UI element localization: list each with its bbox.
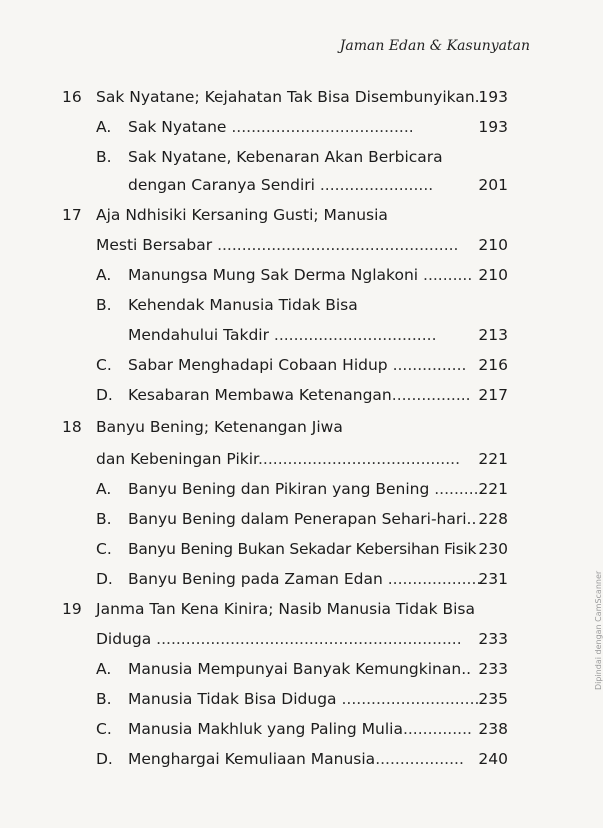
toc-number: B. (96, 296, 112, 314)
toc-entry (62, 414, 508, 440)
toc-entry (62, 202, 508, 228)
toc-number: 17 (62, 206, 82, 224)
toc-title: Manusia Mempunyai Banyak Kemungkinan.. (128, 660, 472, 678)
toc-title: Manusia Makhluk yang Paling Mulia.............. (128, 720, 472, 738)
toc-page: 216 (478, 356, 508, 374)
toc-number: D. (96, 750, 113, 768)
toc-entry (96, 476, 508, 502)
toc-number: D. (96, 386, 113, 404)
toc-number: B. (96, 690, 112, 708)
scanner-watermark: Dipindai dengan CamScanner (594, 570, 603, 690)
toc-page: 201 (478, 176, 508, 194)
toc-entry (96, 536, 508, 562)
toc-page: 213 (478, 326, 508, 344)
toc-title: Sabar Menghadapi Cobaan Hidup ............... (128, 356, 467, 374)
toc-number: A. (96, 118, 112, 136)
toc-entry (62, 232, 508, 258)
toc-number: A. (96, 266, 112, 284)
toc-page: 230 (478, 540, 508, 558)
toc-page: 228 (478, 510, 508, 528)
toc-page: 233 (478, 630, 508, 648)
toc-number: 19 (62, 600, 82, 618)
toc-entry (62, 446, 508, 472)
toc-entry (96, 382, 508, 408)
toc-entry (96, 506, 508, 532)
toc-number: C. (96, 540, 112, 558)
toc-entry (96, 292, 508, 318)
toc-number: B. (96, 510, 112, 528)
toc-title: Sak Nyatane ..................................... (128, 118, 414, 136)
toc-number: C. (96, 720, 112, 738)
toc-number: A. (96, 480, 112, 498)
toc-entry (96, 144, 508, 170)
toc-entry (96, 352, 508, 378)
toc-number: 18 (62, 418, 82, 436)
toc-entry (96, 716, 508, 742)
toc-entry (96, 114, 508, 140)
toc-page: 210 (478, 236, 508, 254)
toc-title: Banyu Bening dan Pikiran yang Bening .......... (128, 480, 484, 498)
toc-number: D. (96, 570, 113, 588)
toc-entry (96, 746, 508, 772)
toc-entry (96, 262, 508, 288)
toc-page: 235 (478, 690, 508, 708)
toc-number: C. (96, 356, 112, 374)
toc-title: Banyu Bening dalam Penerapan Sehari-hari.. (128, 510, 477, 528)
toc-title: Aja Ndhisiki Kersaning Gusti; Manusia (96, 206, 388, 224)
toc-page: 210 (478, 266, 508, 284)
toc-page: 231 (478, 570, 508, 588)
toc-page: 193 (478, 118, 508, 136)
toc-entry (96, 656, 508, 682)
toc-title: Menghargai Kemuliaan Manusia.................. (128, 750, 464, 768)
toc-page: 238 (478, 720, 508, 738)
toc-title: Kesabaran Membawa Ketenangan................ (128, 386, 471, 404)
toc-title: Banyu Bening pada Zaman Edan ................... (128, 570, 482, 588)
toc-entry (96, 686, 508, 712)
toc-title: Manungsa Mung Sak Derma Nglakoni .......... (128, 266, 473, 284)
toc-number: A. (96, 660, 112, 678)
toc-page: 193 (478, 88, 508, 106)
toc-title: dengan Caranya Sendiri ....................... (128, 176, 434, 194)
toc-title: Kehendak Manusia Tidak Bisa (128, 296, 358, 314)
toc-title: Janma Tan Kena Kinira; Nasib Manusia Tidak Bisa (96, 600, 475, 618)
toc-title: Banyu Bening Bukan Sekadar Kebersihan Fisik (128, 540, 477, 558)
toc-title: Sak Nyatane, Kebenaran Akan Berbicara (128, 148, 443, 166)
toc-entry (96, 566, 508, 592)
toc-title: Sak Nyatane; Kejahatan Tak Bisa Disembunyikan.. (96, 88, 485, 106)
toc-page: 240 (478, 750, 508, 768)
toc-title: Manusia Tidak Bisa Diduga ............................ (128, 690, 480, 708)
toc-page: 217 (478, 386, 508, 404)
toc-title: Mesti Bersabar ................................................. (96, 236, 459, 254)
toc-entry (62, 596, 508, 622)
toc-page: 221 (478, 450, 508, 468)
toc-number: B. (96, 148, 112, 166)
toc-title: Mendahului Takdir ................................. (128, 326, 437, 344)
running-title: Jaman Edan & Kasunyatan (339, 38, 530, 54)
toc-title: Banyu Bening; Ketenangan Jiwa (96, 418, 343, 436)
toc-page: 221 (478, 480, 508, 498)
toc-entry (96, 322, 508, 348)
toc-title: dan Kebeningan Pikir......................................... (96, 450, 460, 468)
toc-number: 16 (62, 88, 82, 106)
toc-entry (62, 626, 508, 652)
toc-entry (96, 172, 508, 198)
toc-entry (62, 84, 508, 110)
toc-title: Diduga .............................................................. (96, 630, 462, 648)
toc-page: 233 (478, 660, 508, 678)
